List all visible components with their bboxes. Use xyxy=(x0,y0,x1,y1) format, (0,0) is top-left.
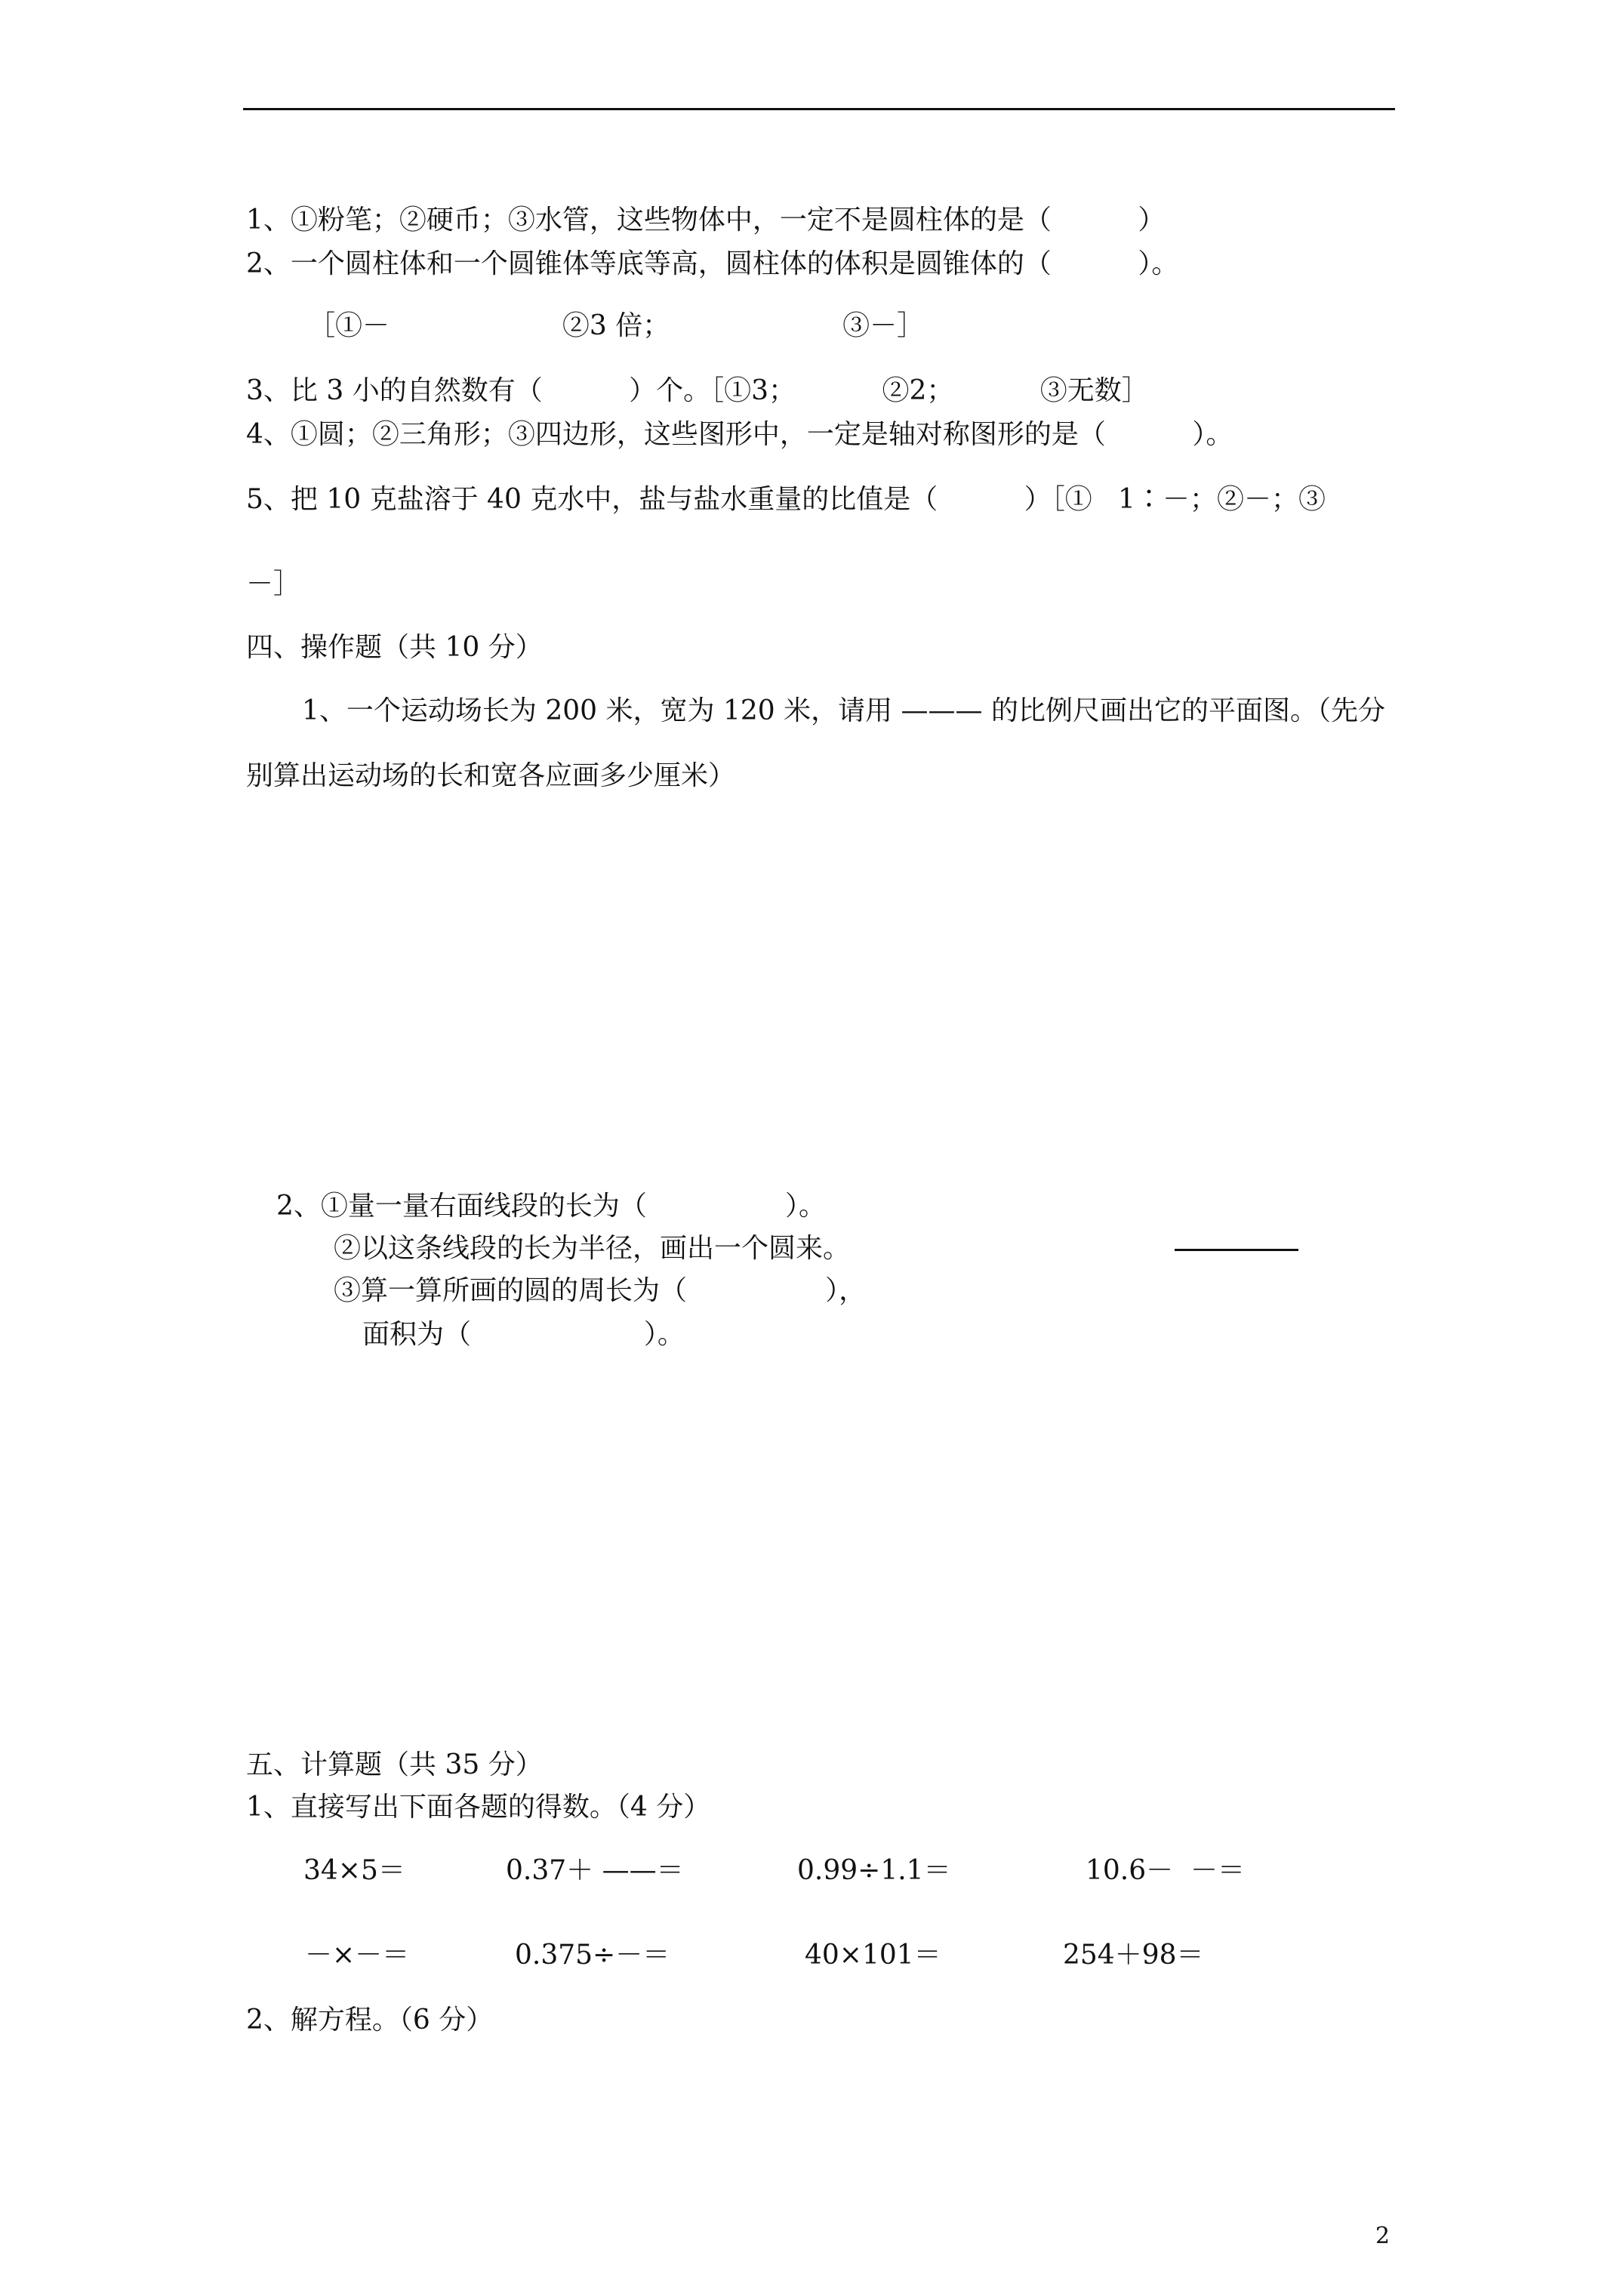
calc-row-1-item-4: 10.6－ －＝ xyxy=(1086,1855,1246,1886)
choice-question-2-options: ［①－ ②3 倍； ③－］ xyxy=(308,310,925,341)
header-rule xyxy=(243,108,1395,110)
operation-question-2-line-4: 面积为（ ）。 xyxy=(362,1319,685,1350)
calc-row-2-item-4: 254＋98＝ xyxy=(1063,1940,1204,1971)
calc-question-1: 1、直接写出下面各题的得数。（4 分） xyxy=(246,1792,711,1823)
choice-question-1: 1、①粉笔；②硬币；③水管，这些物体中，一定不是圆柱体的是（ ） xyxy=(246,205,1166,236)
calc-row-1-item-1: 34×5＝ xyxy=(303,1855,405,1886)
section-4-title: 四、操作题（共 10 分） xyxy=(246,632,543,663)
calc-row-2-item-3: 40×101＝ xyxy=(805,1940,941,1971)
operation-question-1-line-1: 1、一个运动场长为 200 米，宽为 120 米，请用 ——— 的比例尺画出它的平面图。（先分 xyxy=(302,695,1385,726)
choice-question-4: 4、①圆；②三角形；③四边形，这些图形中，一定是轴对称图形的是（ ）。 xyxy=(246,419,1233,450)
operation-question-1-line-2: 别算出运动场的长和宽各应画多少厘米） xyxy=(246,760,736,791)
calc-row-1-item-2: 0.37＋ ——＝ xyxy=(506,1855,684,1886)
calc-question-2: 2、解方程。（6 分） xyxy=(246,2005,494,2036)
section-5-title: 五、计算题（共 35 分） xyxy=(246,1749,543,1780)
choice-question-5: 5、把 10 克盐溶于 40 克水中，盐与盐水重量的比值是（ ）［① 1∶－；②－；③ xyxy=(246,484,1326,515)
operation-question-2-line-2: ②以这条线段的长为半径，画出一个圆来。 xyxy=(334,1233,851,1264)
calc-row-2-item-2: 0.375÷－＝ xyxy=(515,1940,670,1971)
choice-question-2: 2、一个圆柱体和一个圆锥体等底等高，圆柱体的体积是圆锥体的（ ）。 xyxy=(246,248,1179,279)
choice-question-3: 3、比 3 小的自然数有（ ）个。［①3； ②2； ③无数］ xyxy=(246,375,1149,406)
choice-question-5-continued: －］ xyxy=(246,569,301,599)
measure-line-segment xyxy=(1175,1249,1298,1251)
operation-question-2-line-3: ③算一算所画的圆的周长为（ ）， xyxy=(334,1275,867,1306)
calc-row-1-item-3: 0.99÷1.1＝ xyxy=(797,1855,951,1886)
calc-row-2-item-1: －×－＝ xyxy=(305,1940,410,1971)
operation-question-2-line-1: 2、①量一量右面线段的长为（ ）。 xyxy=(276,1191,826,1222)
page-number: 2 xyxy=(1375,2223,1390,2249)
